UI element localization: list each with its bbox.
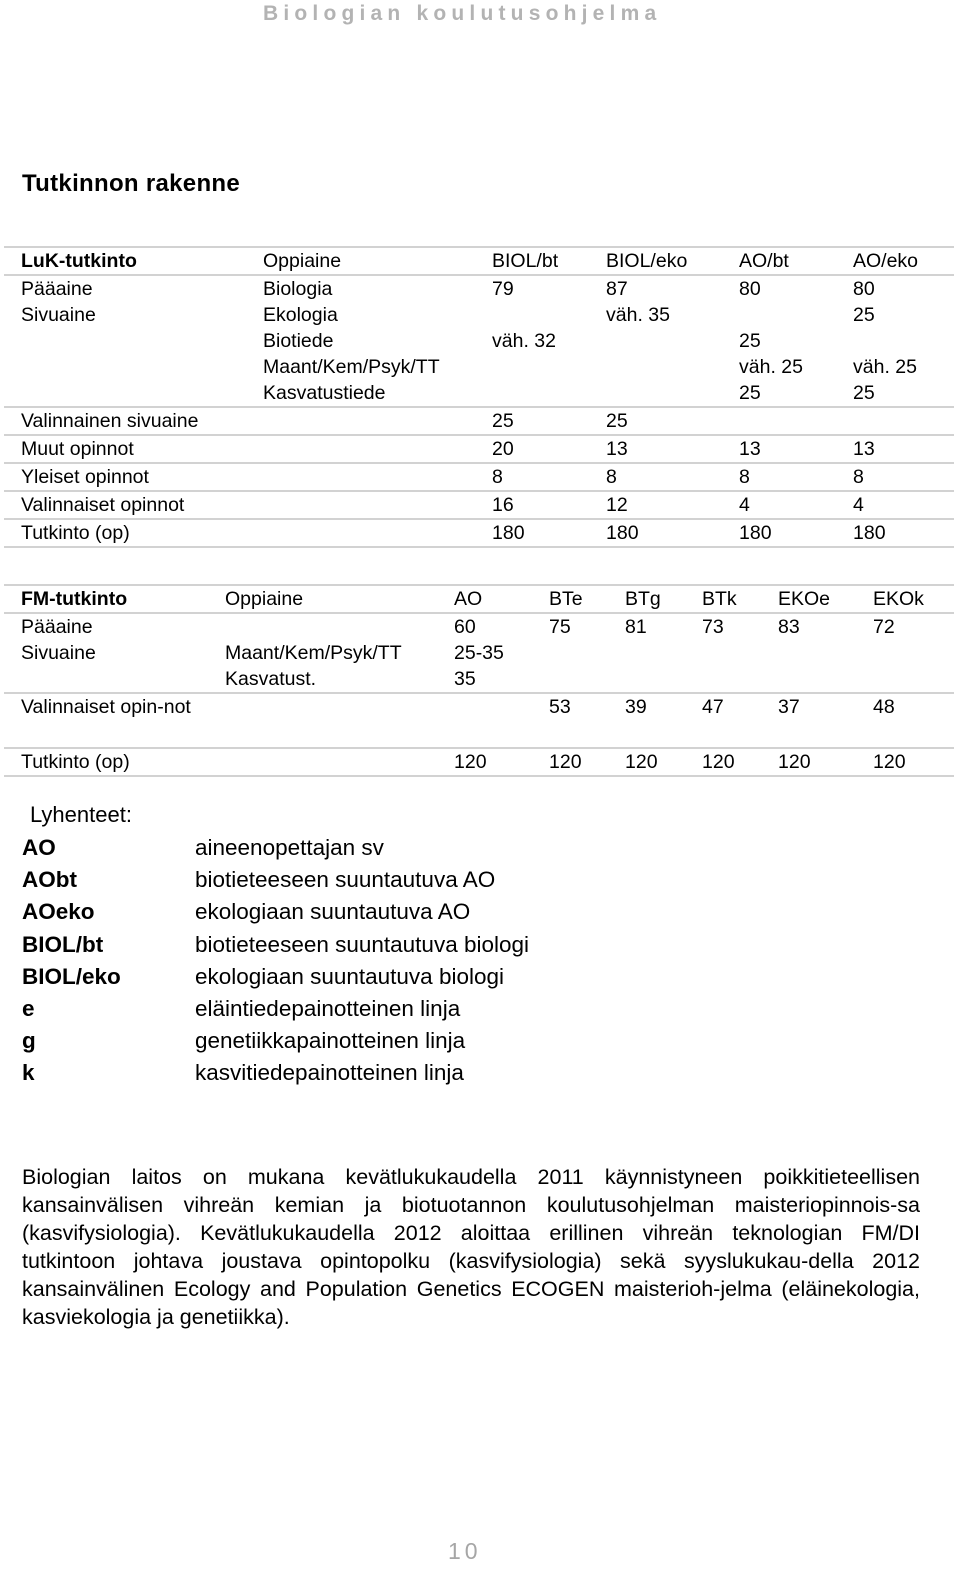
table-cell: Valinnainen sivuaine xyxy=(4,407,246,435)
abbreviation-key: k xyxy=(22,1060,35,1086)
table-cell: Pääaine xyxy=(21,615,93,638)
table-cell: 25 xyxy=(475,407,589,435)
list-item xyxy=(22,832,529,864)
abbreviation-value: genetiikkapainotteinen linja xyxy=(195,1028,466,1054)
table-cell: Biologia xyxy=(263,277,333,300)
table-header-cell: EKOe xyxy=(761,585,856,613)
table-cell xyxy=(475,354,589,380)
list-item xyxy=(22,993,529,1025)
table-header-cell: BTe xyxy=(532,585,608,613)
table-cell xyxy=(608,640,685,666)
list-item xyxy=(22,929,529,961)
table-cell: 120 xyxy=(532,748,608,776)
table-cell: Biotiede xyxy=(263,329,334,352)
table-cell: 80 xyxy=(739,277,761,300)
table-header-cell: AO xyxy=(437,585,532,613)
table-cell: 47 xyxy=(685,693,761,748)
table-row xyxy=(4,380,954,407)
table-cell: 180 xyxy=(722,519,836,547)
abbreviation-key: e xyxy=(22,996,35,1022)
table-row xyxy=(4,491,954,519)
table-cell xyxy=(246,491,475,519)
abbreviation-key: AObt xyxy=(22,867,77,893)
table-cell xyxy=(856,666,954,693)
table-cell: 13 xyxy=(836,435,954,463)
abbreviation-key: g xyxy=(22,1028,36,1054)
table-row xyxy=(4,354,954,380)
table-cell: 8 xyxy=(722,463,836,491)
table-cell: Kasvatustiede xyxy=(246,380,475,407)
table-cell: 25-35 xyxy=(454,641,504,664)
table-cell xyxy=(4,380,246,407)
table-cell: 12 xyxy=(589,491,722,519)
table-cell: 39 xyxy=(608,693,685,748)
table-cell: 80 xyxy=(853,277,875,300)
table-cell: 180 xyxy=(589,519,722,547)
abbreviation-key: AOeko xyxy=(22,899,95,925)
table-cell: 8 xyxy=(836,463,954,491)
table-cell xyxy=(4,354,246,380)
abbreviation-value: biotieteeseen suuntautuva AO xyxy=(195,867,496,893)
table-cell: 25 xyxy=(739,329,761,352)
table-cell: Ekologia xyxy=(263,303,338,326)
table-cell: 83 xyxy=(778,615,800,638)
table-cell xyxy=(437,693,532,748)
table-cell xyxy=(722,407,836,435)
table-cell xyxy=(475,380,589,407)
abbreviation-value: kasvitiedepainotteinen linja xyxy=(195,1060,464,1086)
table-cell xyxy=(246,463,475,491)
table-cell: Sivuaine xyxy=(21,303,96,326)
table-cell: 79 xyxy=(492,277,514,300)
page-number: 10 xyxy=(448,1538,482,1564)
table-header-cell: BIOL/bt xyxy=(475,247,589,275)
abbreviations-title: Lyhenteet: xyxy=(30,802,132,827)
table-cell xyxy=(685,666,761,693)
abbreviation-value: ekologiaan suuntautuva biologi xyxy=(195,963,504,989)
table-cell xyxy=(208,693,437,748)
table-cell: 60 xyxy=(454,615,476,638)
table-cell xyxy=(761,666,856,693)
table-cell: 75 xyxy=(549,615,571,638)
table-header-cell: EKOk xyxy=(856,585,954,613)
table-cell xyxy=(532,640,608,666)
table-header-cell: AO/bt xyxy=(722,247,836,275)
table-cell: Sivuaine xyxy=(21,641,96,664)
table-cell: Pääaine xyxy=(21,277,93,300)
table-cell: Valinnaiset opin-not xyxy=(4,693,208,748)
table-cell xyxy=(836,407,954,435)
table-cell: 20 xyxy=(475,435,589,463)
table-header-cell: BTg xyxy=(608,585,685,613)
table-cell: 81 xyxy=(625,615,647,638)
table-cell xyxy=(589,354,722,380)
table-row xyxy=(4,463,954,491)
table-cell: väh. 25 xyxy=(853,355,917,378)
table-cell xyxy=(4,328,246,354)
table-cell: 25 xyxy=(853,303,875,326)
abbreviation-key: AO xyxy=(22,835,56,861)
abbreviation-key: BIOL/eko xyxy=(22,963,121,989)
luk-table-body xyxy=(4,247,954,547)
list-item xyxy=(22,864,529,896)
abbreviation-value: aineenopettajan sv xyxy=(195,835,384,861)
table-cell: 37 xyxy=(761,693,856,748)
list-item xyxy=(22,1057,529,1089)
table-header-cell: BTk xyxy=(685,585,761,613)
table-row xyxy=(4,693,954,748)
abbreviation-key: BIOL/bt xyxy=(22,931,104,957)
section-title: Tutkinnon rakenne xyxy=(22,170,241,197)
table-row xyxy=(4,748,954,776)
table-cell: 120 xyxy=(685,748,761,776)
table-cell: Yleiset opinnot xyxy=(4,463,246,491)
table-cell xyxy=(836,328,954,354)
table-cell: 13 xyxy=(589,435,722,463)
table-cell: Maant/Kem/Psyk/TT xyxy=(225,641,402,664)
table-cell xyxy=(246,435,475,463)
abbreviation-value: biotieteeseen suuntautuva biologi xyxy=(195,931,530,957)
table-cell xyxy=(4,666,208,693)
table-cell: 48 xyxy=(856,693,954,748)
table-cell: väh. 25 xyxy=(739,355,803,378)
table-cell: 25 xyxy=(589,407,722,435)
table-cell: 4 xyxy=(836,491,954,519)
table-header-cell: LuK-tutkinto xyxy=(4,247,246,275)
table-row xyxy=(4,275,954,302)
table-cell xyxy=(761,640,856,666)
table-header-cell: FM-tutkinto xyxy=(4,585,208,613)
table-cell xyxy=(532,666,608,693)
table-cell: väh. 35 xyxy=(606,303,670,326)
list-item xyxy=(22,1025,529,1057)
table-cell: 120 xyxy=(761,748,856,776)
abbreviations-list xyxy=(22,832,529,1090)
table-row xyxy=(4,613,954,640)
table-row xyxy=(4,640,954,666)
table-cell: Tutkinto (op) xyxy=(4,519,246,547)
table-cell xyxy=(856,640,954,666)
table-cell xyxy=(589,328,722,354)
table-cell: 180 xyxy=(836,519,954,547)
table-cell: Maant/Kem/Psyk/TT xyxy=(263,355,440,378)
table-cell xyxy=(685,640,761,666)
table-cell xyxy=(208,613,437,640)
luk-degree-table xyxy=(4,246,954,548)
table-cell: 16 xyxy=(475,491,589,519)
table-cell: 13 xyxy=(722,435,836,463)
table-cell: 120 xyxy=(437,748,532,776)
table-row xyxy=(4,435,954,463)
table-cell: väh. 32 xyxy=(492,329,556,352)
table-cell: 180 xyxy=(475,519,589,547)
list-item xyxy=(22,961,529,993)
fm-degree-table xyxy=(4,584,954,777)
table-cell: 73 xyxy=(702,615,724,638)
table-cell xyxy=(246,519,475,547)
table-cell: 72 xyxy=(873,615,895,638)
table-row xyxy=(4,519,954,547)
table-cell xyxy=(608,666,685,693)
table-row xyxy=(4,247,954,275)
table-header-cell: AO/eko xyxy=(836,247,954,275)
table-cell: Kasvatust. xyxy=(208,666,437,693)
table-cell: 87 xyxy=(606,277,628,300)
fm-table-body xyxy=(4,585,954,776)
table-header-cell: BIOL/eko xyxy=(589,247,722,275)
table-row xyxy=(4,585,954,613)
table-cell: 35 xyxy=(437,666,532,693)
running-header: Biologian koulutusohjelma xyxy=(263,2,662,25)
table-row xyxy=(4,407,954,435)
abbreviation-value: ekologiaan suuntautuva AO xyxy=(195,899,471,925)
table-cell: 120 xyxy=(856,748,954,776)
table-cell: 120 xyxy=(608,748,685,776)
table-cell xyxy=(246,407,475,435)
table-row xyxy=(4,666,954,693)
table-cell xyxy=(589,380,722,407)
table-cell xyxy=(208,748,437,776)
info-paragraph: Biologian laitos on mukana kevätlukukaudella 2011 käynnistyneen poikkitieteellisen kansainvälisen vihreän kemian ja biotuotannon koulutusohjelman maisteriopinnois-sa (kasvifysiologia). Kevätlukukaudella 2012 aloittaa erillinen vihreän teknologian FM/DI tutkintoon johtava joustava opintopolku (kasvifysiologia) sekä syyslukukau-della 2012 kansainvälinen Ecology and Population Genetics ECOGEN maisterioh-jelma (eläinekologia, kasviekologia ja genetiikka). xyxy=(22,1165,920,1329)
table-cell: Tutkinto (op) xyxy=(4,748,208,776)
table-cell xyxy=(722,302,836,328)
table-cell xyxy=(475,302,589,328)
table-row xyxy=(4,302,954,328)
table-cell: 8 xyxy=(589,463,722,491)
table-row xyxy=(4,328,954,354)
table-cell: Muut opinnot xyxy=(4,435,246,463)
table-cell: Valinnaiset opinnot xyxy=(4,491,246,519)
table-header-cell: Oppiaine xyxy=(208,585,437,613)
table-cell: 25 xyxy=(722,380,836,407)
abbreviation-value: eläintiedepainotteinen linja xyxy=(195,996,461,1022)
table-cell: 8 xyxy=(475,463,589,491)
table-cell: 25 xyxy=(836,380,954,407)
table-header-cell: Oppiaine xyxy=(246,247,475,275)
list-item xyxy=(22,896,529,928)
table-cell: 4 xyxy=(722,491,836,519)
table-cell: 53 xyxy=(532,693,608,748)
